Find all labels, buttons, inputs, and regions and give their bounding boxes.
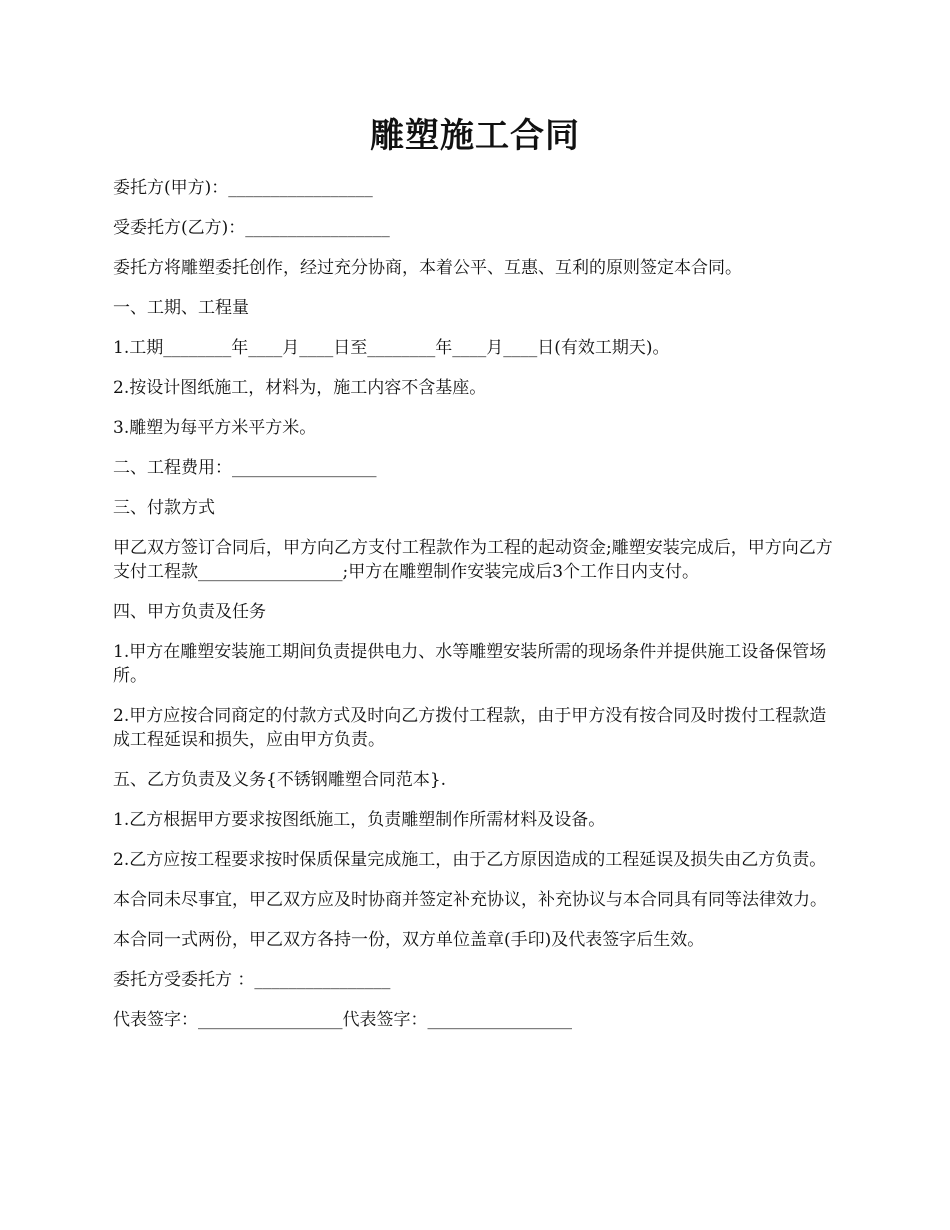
paragraph-gap [113, 520, 839, 536]
intro-paragraph: 委托方将雕塑委托创作，经过充分协商，本着公平、互惠、互利的原则签定本合同。 [113, 258, 742, 278]
section-5-item-2: 2.乙方应按工程要求按时保质保量完成施工，由于乙方原因造成的工程延误及损失由乙方负责。 [113, 850, 827, 870]
paragraph-gap [113, 320, 839, 336]
paragraph-gap [113, 624, 839, 640]
section-5-item-1: 1.乙方根据甲方要求按图纸施工，负责雕塑制作所需材料及设备。 [113, 810, 606, 830]
paragraph-gap [113, 872, 839, 888]
representative-signature-line: 代表签字：_________________代表签字：_________________ [113, 1010, 572, 1030]
section-4-item-2: 2.甲方应按合同商定的付款方式及时向乙方拨付工程款，由于甲方没有按合同及时拨付工程款造成工程延误和损失，应由甲方负责。 [113, 706, 827, 750]
paragraph-gap [113, 912, 839, 928]
payment-paragraph: 甲乙双方签订合同后，甲方向乙方支付工程款作为工程的起动资金;雕塑安装完成后，甲方向乙方支付工程款_________________;甲方在雕塑制作安装完成后3个工作日内支付。 [113, 538, 833, 582]
party-b-line: 受委托方(乙方)：_________________ [113, 218, 390, 238]
paragraph-gap [113, 952, 839, 968]
party-a-line: 委托方(甲方)：_________________ [113, 178, 373, 198]
paragraph-gap [113, 200, 839, 216]
paragraph-gap [113, 752, 839, 768]
paragraph-gap [113, 240, 839, 256]
section-2-heading: 二、工程费用：_________________ [113, 458, 377, 478]
paragraph-gap [113, 584, 839, 600]
paragraph-gap [113, 688, 839, 704]
section-1-item-3: 3.雕塑为每平方米平方米。 [113, 418, 317, 438]
supplement-paragraph: 本合同未尽事宜，甲乙双方应及时协商并签定补充协议，补充协议与本合同具有同等法律效力。 [113, 890, 827, 910]
document-body [113, 176, 839, 1032]
paragraph-gap [113, 832, 839, 848]
signature-parties-line: 委托方受委托方 ：________________ [113, 970, 391, 990]
paragraph-gap [113, 992, 839, 1008]
section-1-heading: 一、工期、工程量 [113, 298, 249, 318]
section-4-item-1: 1.甲方在雕塑安装施工期间负责提供电力、水等雕塑安装所需的现场条件并提供施工设备保管场所。 [113, 642, 827, 686]
paragraph-gap [113, 360, 839, 376]
paragraph-gap [113, 400, 839, 416]
effectiveness-paragraph: 本合同一式两份，甲乙双方各持一份，双方单位盖章(手印)及代表签字后生效。 [113, 930, 705, 950]
document-title: 雕塑施工合同 [370, 116, 580, 156]
section-1-item-2: 2.按设计图纸施工，材料为，施工内容不含基座。 [113, 378, 487, 398]
section-3-heading: 三、付款方式 [113, 498, 215, 518]
section-4-heading: 四、甲方负责及任务 [113, 602, 266, 622]
paragraph-gap [113, 440, 839, 456]
section-5-heading: 五、乙方负责及义务{不锈钢雕塑合同范本}. [113, 770, 447, 790]
paragraph-gap [113, 480, 839, 496]
section-1-item-1: 1.工期________年____月____日至________年____月____日(有效工期天)。 [113, 338, 670, 358]
paragraph-gap [113, 280, 839, 296]
paragraph-gap [113, 792, 839, 808]
